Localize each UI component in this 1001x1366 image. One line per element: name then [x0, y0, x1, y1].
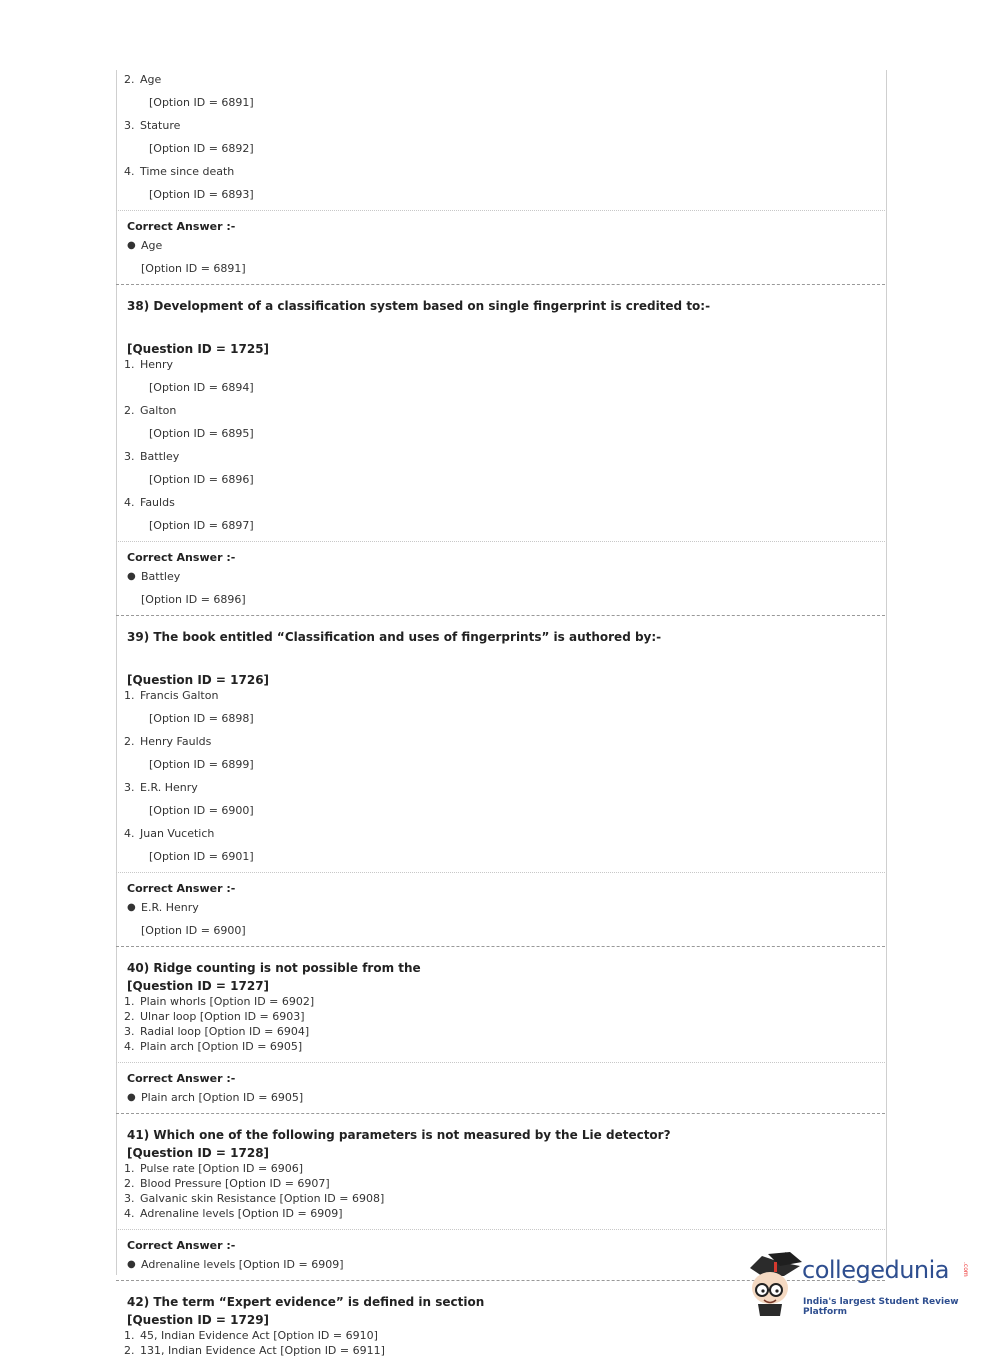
question-title: 42) The term “Expert evidence” is defined in section [127, 1295, 485, 1309]
option-row: 3. Radial loop [Option ID = 6904] [124, 1025, 310, 1038]
correct-answer-38 [116, 542, 885, 615]
option-number: 3. [124, 781, 135, 794]
question-title: 41) Which one of the following parameters is not measured by the Lie detector? [127, 1128, 671, 1142]
mascot-icon [744, 1250, 802, 1320]
option [124, 357, 885, 395]
option-row: 3. Battley [124, 450, 180, 463]
option-number: 4. [124, 1207, 135, 1220]
option-number: 3. [124, 119, 135, 132]
question-title: 40) Ridge counting is not possible from the [127, 961, 421, 975]
option-id: [Option ID = 6899] [149, 758, 254, 771]
bullet-icon: ● [127, 902, 136, 913]
correct-answer-row: ● Battley [127, 570, 181, 583]
bullet-icon: ● [127, 1092, 136, 1103]
option-row: 4. Faulds [124, 496, 175, 509]
option [124, 734, 885, 772]
brand-tagline: India's largest Student Review Platform [803, 1297, 959, 1317]
correct-answer-label: Correct Answer :- [127, 551, 236, 564]
question-40 [116, 947, 885, 1062]
option-row: 1. Plain whorls [Option ID = 6902] [124, 995, 315, 1008]
correct-answer-row: ● Adrenaline levels [Option ID = 6909] [127, 1258, 344, 1271]
option-id: [Option ID = 6893] [149, 188, 254, 201]
question-38 [116, 285, 885, 541]
option [124, 495, 885, 533]
option-number: 1. [124, 358, 135, 371]
option-id: [Option ID = 6898] [149, 712, 254, 725]
option-row: 2. 131, Indian Evidence Act [Option ID = 6911] [124, 1344, 385, 1357]
correct-answer-row: ● Age [127, 239, 163, 252]
question-39 [116, 616, 885, 872]
option-number: 2. [124, 404, 135, 417]
option [124, 72, 885, 110]
option-row: 2. Galton [124, 404, 177, 417]
bullet-icon: ● [127, 1259, 136, 1270]
correct-answer-label: Correct Answer :- [127, 1072, 236, 1085]
question-41 [116, 1114, 885, 1229]
question-id: [Question ID = 1728] [127, 1146, 270, 1160]
option-number: 2. [124, 735, 135, 748]
option-number: 4. [124, 496, 135, 509]
option-row: 1. 45, Indian Evidence Act [Option ID = 6910] [124, 1329, 378, 1342]
option-id: [Option ID = 6900] [141, 924, 246, 937]
option [124, 688, 885, 726]
option-row: 4. Juan Vucetich [124, 827, 215, 840]
option-number: 1. [124, 995, 135, 1008]
option-row: 2. Henry Faulds [124, 735, 212, 748]
option [124, 164, 885, 202]
option [124, 780, 885, 818]
correct-answer-40 [116, 1063, 885, 1113]
option-row: 3. Galvanic skin Resistance [Option ID = 6908] [124, 1192, 385, 1205]
option-id: [Option ID = 6894] [149, 381, 254, 394]
option-row: 2. Age [124, 73, 162, 86]
correct-answer-label: Correct Answer :- [127, 220, 236, 233]
option-number: 2. [124, 1177, 135, 1190]
correct-answer-row: ● E.R. Henry [127, 901, 199, 914]
question-paper [116, 70, 885, 1366]
option-row: 1. Henry [124, 358, 174, 371]
option [124, 826, 885, 864]
option-id: [Option ID = 6891] [141, 262, 246, 275]
collegedunia-logo[interactable] [744, 1250, 974, 1320]
option-row: 2. Ulnar loop [Option ID = 6903] [124, 1010, 305, 1023]
correct-answer-39 [116, 873, 885, 946]
option-id: [Option ID = 6900] [149, 804, 254, 817]
question-37-tail [116, 70, 885, 210]
option [124, 449, 885, 487]
option-id: [Option ID = 6896] [149, 473, 254, 486]
question-id: [Question ID = 1725] [127, 342, 270, 356]
option-number: 1. [124, 1329, 135, 1342]
brand-name: collegedunia [802, 1256, 950, 1284]
brand-dotcom: .com [962, 1262, 969, 1277]
option-number: 2. [124, 1344, 135, 1357]
option-row: 2. Blood Pressure [Option ID = 6907] [124, 1177, 330, 1190]
bullet-icon: ● [127, 571, 136, 582]
option-row: 3. Stature [124, 119, 181, 132]
option-number: 4. [124, 1040, 135, 1053]
option-row: 4. Plain arch [Option ID = 6905] [124, 1040, 303, 1053]
bullet-icon: ● [127, 240, 136, 251]
option-number: 3. [124, 1192, 135, 1205]
question-id: [Question ID = 1729] [127, 1313, 270, 1327]
option-number: 1. [124, 1162, 135, 1175]
option-row: 1. Pulse rate [Option ID = 6906] [124, 1162, 304, 1175]
question-title: 38) Development of a classification system based on single fingerprint is credited to:- [127, 299, 711, 313]
option-number: 1. [124, 689, 135, 702]
option-row: 4. Time since death [124, 165, 235, 178]
correct-answer-row: ● Plain arch [Option ID = 6905] [127, 1091, 304, 1104]
option-row: 1. Francis Galton [124, 689, 219, 702]
option-row: 3. E.R. Henry [124, 781, 198, 794]
option-number: 3. [124, 1025, 135, 1038]
option-id: [Option ID = 6895] [149, 427, 254, 440]
question-id: [Question ID = 1726] [127, 673, 270, 687]
correct-answer-label: Correct Answer :- [127, 1239, 236, 1252]
option-number: 2. [124, 73, 135, 86]
correct-answer-label: Correct Answer :- [127, 882, 236, 895]
option-row: 4. Adrenaline levels [Option ID = 6909] [124, 1207, 343, 1220]
option-number: 4. [124, 165, 135, 178]
correct-answer-37 [116, 211, 885, 284]
option-id: [Option ID = 6901] [149, 850, 254, 863]
option-number: 2. [124, 1010, 135, 1023]
option [124, 118, 885, 156]
option-number: 4. [124, 827, 135, 840]
option-id: [Option ID = 6897] [149, 519, 254, 532]
option [124, 403, 885, 441]
option-number: 3. [124, 450, 135, 463]
option-id: [Option ID = 6896] [141, 593, 246, 606]
question-id: [Question ID = 1727] [127, 979, 270, 993]
option-id: [Option ID = 6891] [149, 96, 254, 109]
option-id: [Option ID = 6892] [149, 142, 254, 155]
question-title: 39) The book entitled “Classification and uses of fingerprints” is authored by:- [127, 630, 662, 644]
